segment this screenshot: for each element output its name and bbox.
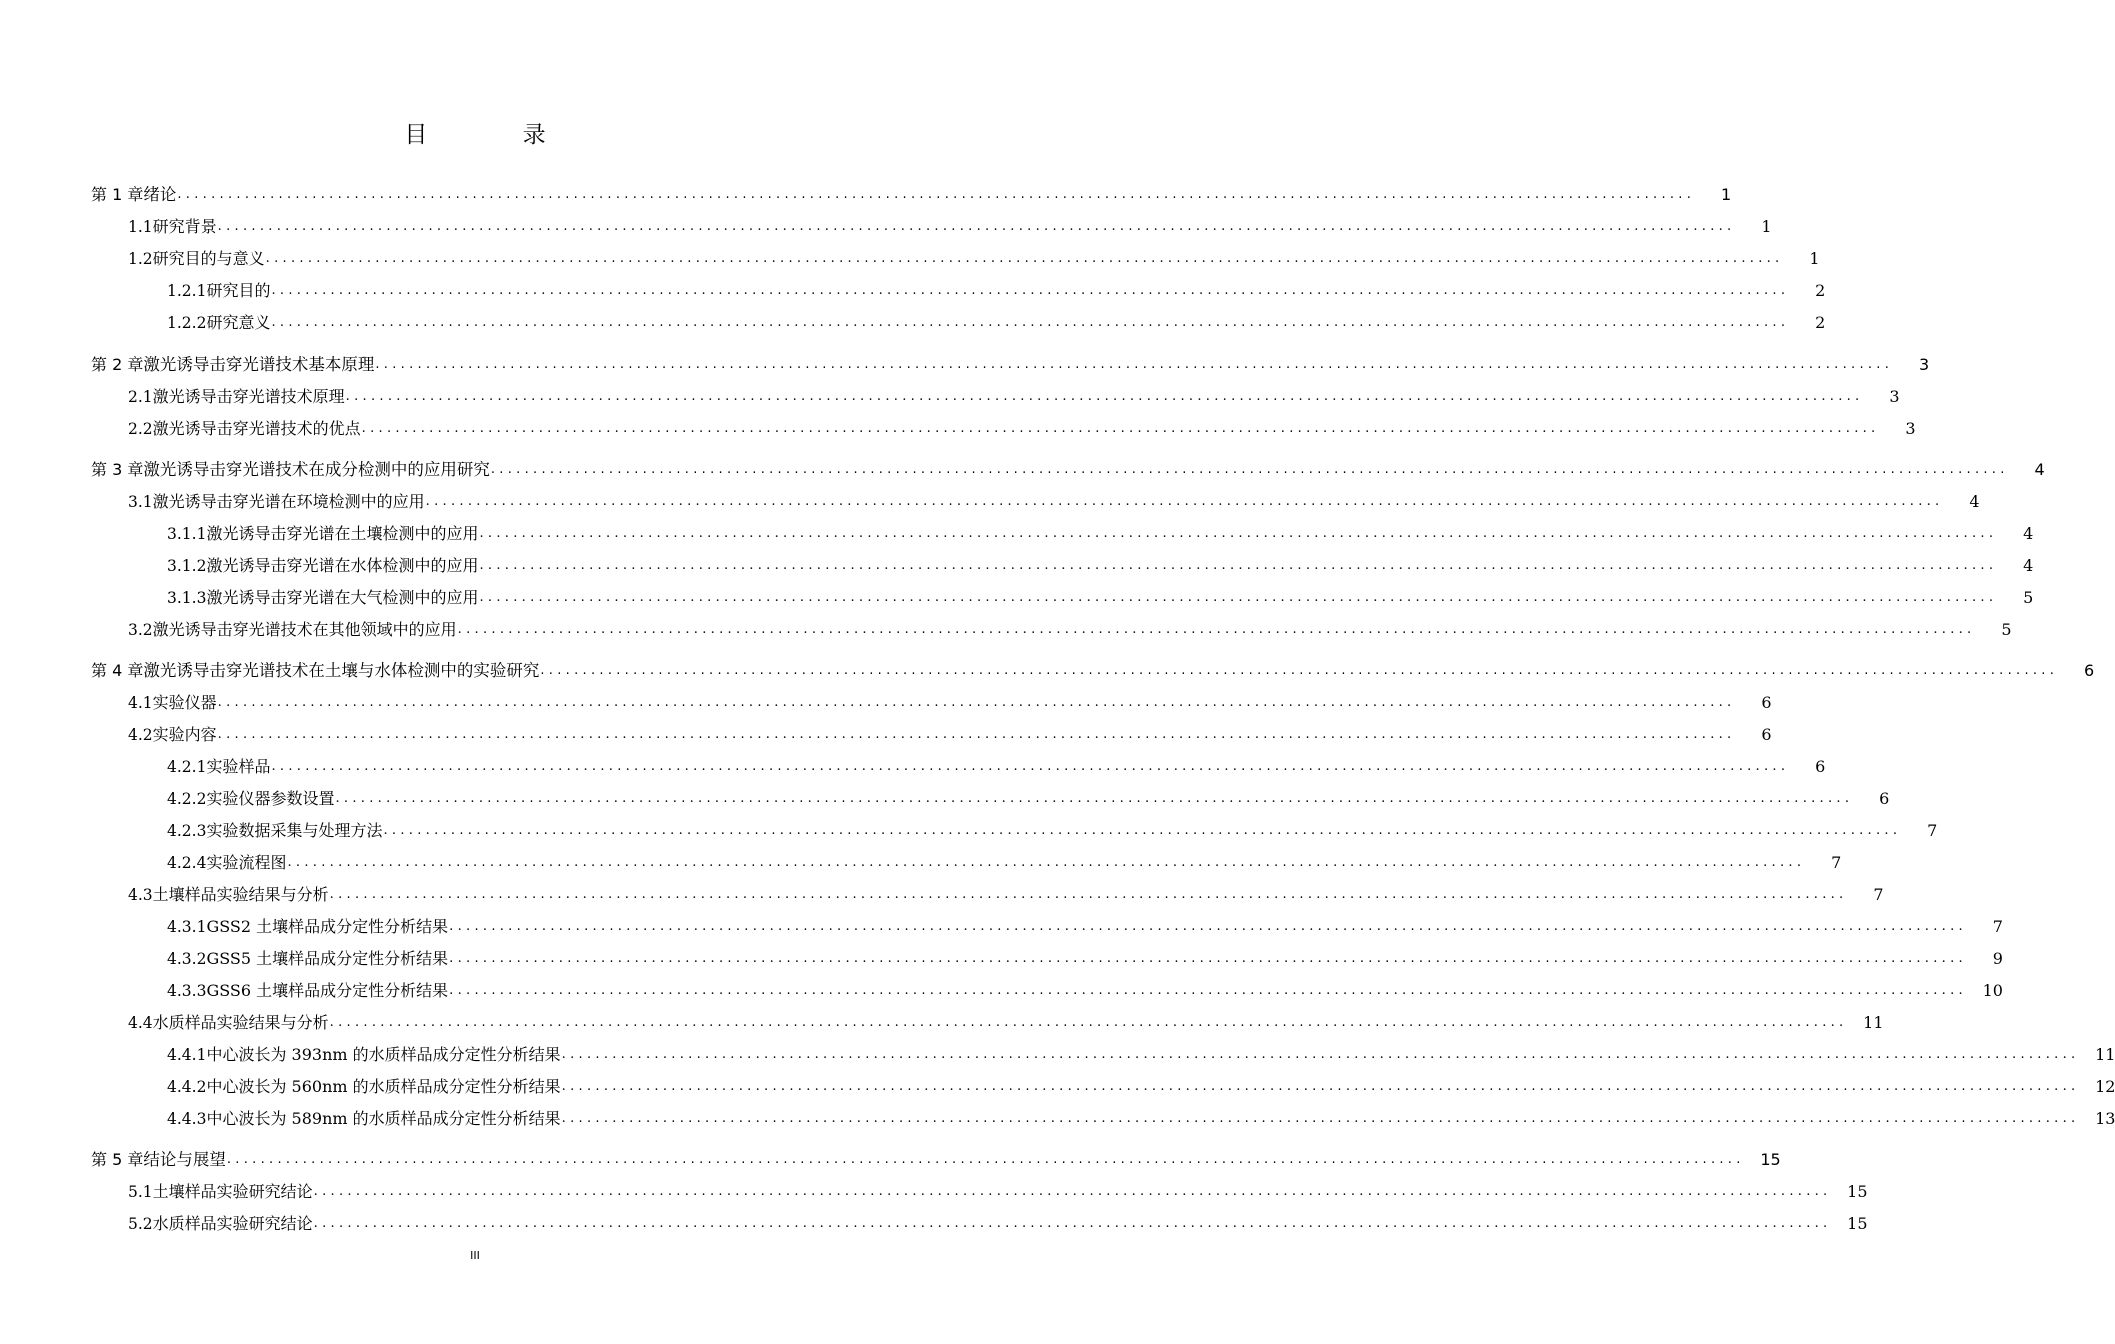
toc-entry[interactable]	[0, 487, 1980, 517]
toc-entry-number: 第 2 章	[91, 355, 144, 374]
toc-entry-number: 3.1.3	[167, 589, 207, 607]
toc-entry-title: 激光诱导击穿光谱技术在成分检测中的应用研究	[143, 460, 490, 479]
toc-entry-page: 10	[1982, 981, 2003, 1000]
toc-entry-title: 激光诱导击穿光谱在环境检测中的应用	[152, 492, 425, 511]
toc-entry-title: 激光诱导击穿光谱技术原理	[152, 387, 345, 406]
toc-entry-title: 土壤样品实验结果与分析	[152, 885, 329, 904]
toc-entry-title: 激光诱导击穿光谱技术基本原理	[143, 355, 375, 374]
toc-entry[interactable]	[0, 1177, 1868, 1207]
toc-entry-number: 3.1.2	[167, 557, 207, 575]
toc-entry-page: 1	[1809, 249, 1820, 268]
toc-leader-dots: ....................................................................................................................................................................................	[345, 389, 1864, 404]
toc-entry[interactable]	[0, 848, 1842, 878]
toc-entry-title: 水质样品实验研究结论	[152, 1214, 313, 1233]
toc-leader-dots: ....................................................................................................................................................................................	[226, 1152, 1745, 1167]
toc-entry-page: 3	[1919, 355, 1930, 374]
toc-entry-page: 2	[1815, 281, 1826, 300]
toc-entry-title: 实验样品	[206, 757, 271, 776]
toc-leader-dots: ....................................................................................................................................................................................	[449, 983, 1967, 998]
toc-entry[interactable]	[0, 912, 2003, 942]
toc-entry-page: 15	[1760, 1150, 1781, 1169]
toc-entry-title: GSS5 土壤样品成分定性分析结果	[206, 949, 449, 968]
toc-entry-number: 4.4	[128, 1014, 153, 1032]
toc-entry-page: 5	[2023, 588, 2034, 607]
toc-entry-page: 7	[1831, 853, 1842, 872]
toc-entry[interactable]	[0, 519, 2034, 549]
toc-entry-number: 1.2	[128, 250, 153, 268]
toc-entry-number: 4.1	[128, 694, 153, 712]
toc-entry-page: 9	[1992, 949, 2003, 968]
page-title: 目 录	[404, 122, 590, 148]
toc-entry-page: 11	[2095, 1045, 2115, 1064]
toc-entry-title: 实验仪器	[152, 693, 217, 712]
toc-entry-number: 1.1	[128, 218, 153, 236]
toc-entry-title: 土壤样品实验研究结论	[152, 1182, 313, 1201]
toc-leader-dots: ....................................................................................................................................................................................	[479, 526, 1998, 541]
toc-entry-title: GSS6 土壤样品成分定性分析结果	[206, 981, 449, 1000]
toc-leader-dots: ....................................................................................................................................................................................	[561, 1079, 2080, 1094]
toc-entry-number: 4.2.3	[167, 822, 207, 840]
toc-entry[interactable]	[0, 816, 1938, 846]
toc-entry[interactable]	[0, 1209, 1868, 1239]
toc-entry-title: 绪论	[143, 185, 177, 204]
toc-entry[interactable]	[0, 615, 2012, 645]
toc-entry-title: 研究背景	[152, 217, 217, 236]
toc-entry-number: 4.4.2	[167, 1078, 207, 1096]
toc-entry-number: 2.2	[128, 420, 153, 438]
toc-entry-page: 15	[1847, 1182, 1868, 1201]
toc-entry-title: 实验仪器参数设置	[206, 789, 335, 808]
toc-entry-number: 5.1	[128, 1183, 153, 1201]
toc-entry-page: 4	[2023, 556, 2034, 575]
toc-entry-title: 激光诱导击穿光谱在大气检测中的应用	[206, 588, 479, 607]
toc-entry-page: 2	[1815, 313, 1826, 332]
toc-entry-title: 中心波长为 393nm 的水质样品成分定性分析结果	[206, 1045, 561, 1064]
toc-leader-dots: ....................................................................................................................................................................................	[217, 695, 1736, 710]
toc-entry-number: 3.2	[128, 621, 153, 639]
toc-entry[interactable]	[0, 350, 1930, 380]
toc-entry-title: 水质样品实验结果与分析	[152, 1013, 329, 1032]
toc-entry-page: 6	[1761, 725, 1772, 744]
toc-entry-title: 实验内容	[152, 725, 217, 744]
toc-entry-title: 实验数据采集与处理方法	[206, 821, 383, 840]
toc-entry-page: 3	[1905, 419, 1916, 438]
toc-entry[interactable]	[0, 1104, 2115, 1134]
toc-entry-page: 5	[2001, 620, 2012, 639]
toc-entry[interactable]	[0, 976, 2003, 1006]
toc-entry[interactable]	[0, 944, 2003, 974]
toc-entry-title: 激光诱导击穿光谱技术的优点	[152, 419, 361, 438]
toc-entry-number: 3.1	[128, 493, 153, 511]
toc-entry[interactable]	[0, 276, 1826, 306]
toc-entry[interactable]	[0, 583, 2034, 613]
toc-entry-number: 4.2.1	[167, 758, 207, 776]
toc-entry-number: 4.2.4	[167, 854, 207, 872]
toc-entry-page: 6	[1879, 789, 1890, 808]
toc-entry[interactable]	[0, 212, 1772, 242]
toc-leader-dots: ....................................................................................................................................................................................	[449, 919, 1967, 934]
toc-leader-dots: ....................................................................................................................................................................................	[177, 187, 1696, 202]
toc-entry-number: 1.2.1	[167, 282, 207, 300]
toc-leader-dots: ....................................................................................................................................................................................	[271, 759, 1790, 774]
toc-leader-dots: ....................................................................................................................................................................................	[540, 663, 2059, 678]
toc-entry-title: 激光诱导击穿光谱技术在其他领域中的应用	[152, 620, 457, 639]
toc-entry-page: 7	[1873, 885, 1884, 904]
toc-entry[interactable]	[0, 455, 2045, 485]
toc-entry[interactable]	[0, 752, 1826, 782]
toc-entry[interactable]	[0, 1145, 1781, 1175]
toc-entry-number: 4.2	[128, 726, 153, 744]
toc-entry-number: 第 1 章	[91, 185, 144, 204]
toc-leader-dots: ....................................................................................................................................................................................	[271, 283, 1790, 298]
toc-entry-number: 4.3	[128, 886, 153, 904]
toc-entry[interactable]	[0, 880, 1884, 910]
toc-entry-number: 4.3.2	[167, 950, 207, 968]
toc-entry-number: 4.4.1	[167, 1046, 207, 1064]
toc-leader-dots: ....................................................................................................................................................................................	[265, 251, 1784, 266]
toc-entry-title: 中心波长为 560nm 的水质样品成分定性分析结果	[206, 1077, 561, 1096]
toc-entry-page: 4	[1969, 492, 1980, 511]
toc-entry[interactable]	[0, 414, 1916, 444]
toc-entry-number: 4.3.1	[167, 918, 207, 936]
toc-leader-dots: ....................................................................................................................................................................................	[449, 951, 1967, 966]
toc-entry-title: 研究目的与意义	[152, 249, 265, 268]
toc-leader-dots: ....................................................................................................................................................................................	[425, 494, 1944, 509]
toc-entry-page: 12	[2095, 1077, 2115, 1096]
toc-entry[interactable]	[0, 1040, 2115, 1070]
toc-entry-number: 4.4.3	[167, 1110, 207, 1128]
toc-entry[interactable]	[0, 656, 2095, 686]
toc-entry-title: GSS2 土壤样品成分定性分析结果	[206, 917, 449, 936]
toc-entry-title: 结论与展望	[143, 1150, 226, 1169]
toc-entry-page: 7	[1992, 917, 2003, 936]
toc-entry[interactable]	[0, 784, 1890, 814]
toc-entry-page: 3	[1889, 387, 1900, 406]
toc-leader-dots: ....................................................................................................................................................................................	[313, 1216, 1832, 1231]
toc-entry-title: 激光诱导击穿光谱在土壤检测中的应用	[206, 524, 479, 543]
toc-leader-dots: ....................................................................................................................................................................................	[561, 1111, 2080, 1126]
toc-leader-dots: ....................................................................................................................................................................................	[287, 855, 1806, 870]
toc-entry[interactable]	[0, 551, 2034, 581]
toc-entry-page: 7	[1927, 821, 1938, 840]
toc-entry[interactable]	[0, 688, 1772, 718]
page-number: III	[470, 1249, 480, 1262]
toc-entry-page: 15	[1847, 1214, 1868, 1233]
toc-entry-page: 1	[1721, 185, 1732, 204]
toc-entry-number: 4.2.2	[167, 790, 207, 808]
toc-leader-dots: ....................................................................................................................................................................................	[329, 1015, 1848, 1030]
toc-entry-number: 第 3 章	[91, 460, 144, 479]
toc-entry-page: 6	[1815, 757, 1826, 776]
toc-entry-number: 第 4 章	[91, 661, 144, 680]
toc-entry-title: 实验流程图	[206, 853, 287, 872]
toc-leader-dots: ....................................................................................................................................................................................	[561, 1047, 2080, 1062]
toc-entry-number: 4.3.3	[167, 982, 207, 1000]
toc-leader-dots: ....................................................................................................................................................................................	[313, 1184, 1832, 1199]
toc-entry-title: 研究目的	[206, 281, 271, 300]
toc-entry-number: 3.1.1	[167, 525, 207, 543]
toc-entry-title: 激光诱导击穿光谱在水体检测中的应用	[206, 556, 479, 575]
toc-leader-dots: ....................................................................................................................................................................................	[217, 727, 1736, 742]
toc-leader-dots: ....................................................................................................................................................................................	[479, 590, 1998, 605]
toc-entry[interactable]	[0, 244, 1820, 274]
toc-leader-dots: ....................................................................................................................................................................................	[383, 823, 1902, 838]
toc-leader-dots: ....................................................................................................................................................................................	[375, 357, 1894, 372]
toc-entry-title: 研究意义	[206, 313, 271, 332]
toc-leader-dots: ....................................................................................................................................................................................	[479, 558, 1998, 573]
toc-entry[interactable]	[0, 308, 1826, 338]
toc-leader-dots: ....................................................................................................................................................................................	[271, 315, 1790, 330]
toc-leader-dots: ....................................................................................................................................................................................	[335, 791, 1854, 806]
toc-entry-number: 第 5 章	[91, 1150, 144, 1169]
toc-entry-page: 11	[1863, 1013, 1884, 1032]
toc-leader-dots: ....................................................................................................................................................................................	[457, 622, 1976, 637]
toc-entry-title: 激光诱导击穿光谱技术在土壤与水体检测中的实验研究	[143, 661, 540, 680]
toc-entry-page: 6	[1761, 693, 1772, 712]
toc-entry-number: 1.2.2	[167, 314, 207, 332]
toc-entry-page: 4	[2034, 460, 2045, 479]
toc-entry[interactable]	[0, 180, 1732, 210]
toc-leader-dots: ....................................................................................................................................................................................	[217, 219, 1736, 234]
toc-entry-number: 5.2	[128, 1215, 153, 1233]
toc-entry-page: 4	[2023, 524, 2034, 543]
toc-entry-page: 1	[1761, 217, 1772, 236]
toc-entry-page: 13	[2095, 1109, 2115, 1128]
toc-leader-dots: ....................................................................................................................................................................................	[490, 462, 2009, 477]
toc-leader-dots: ....................................................................................................................................................................................	[361, 421, 1880, 436]
toc-entry[interactable]	[0, 1008, 1884, 1038]
toc-entry-title: 中心波长为 589nm 的水质样品成分定性分析结果	[206, 1109, 561, 1128]
toc-entry[interactable]	[0, 720, 1772, 750]
toc-entry-page: 6	[2084, 661, 2095, 680]
toc-entry-number: 2.1	[128, 388, 153, 406]
toc-entry[interactable]	[0, 382, 1900, 412]
toc-entry[interactable]	[0, 1072, 2115, 1102]
toc-leader-dots: ....................................................................................................................................................................................	[329, 887, 1848, 902]
